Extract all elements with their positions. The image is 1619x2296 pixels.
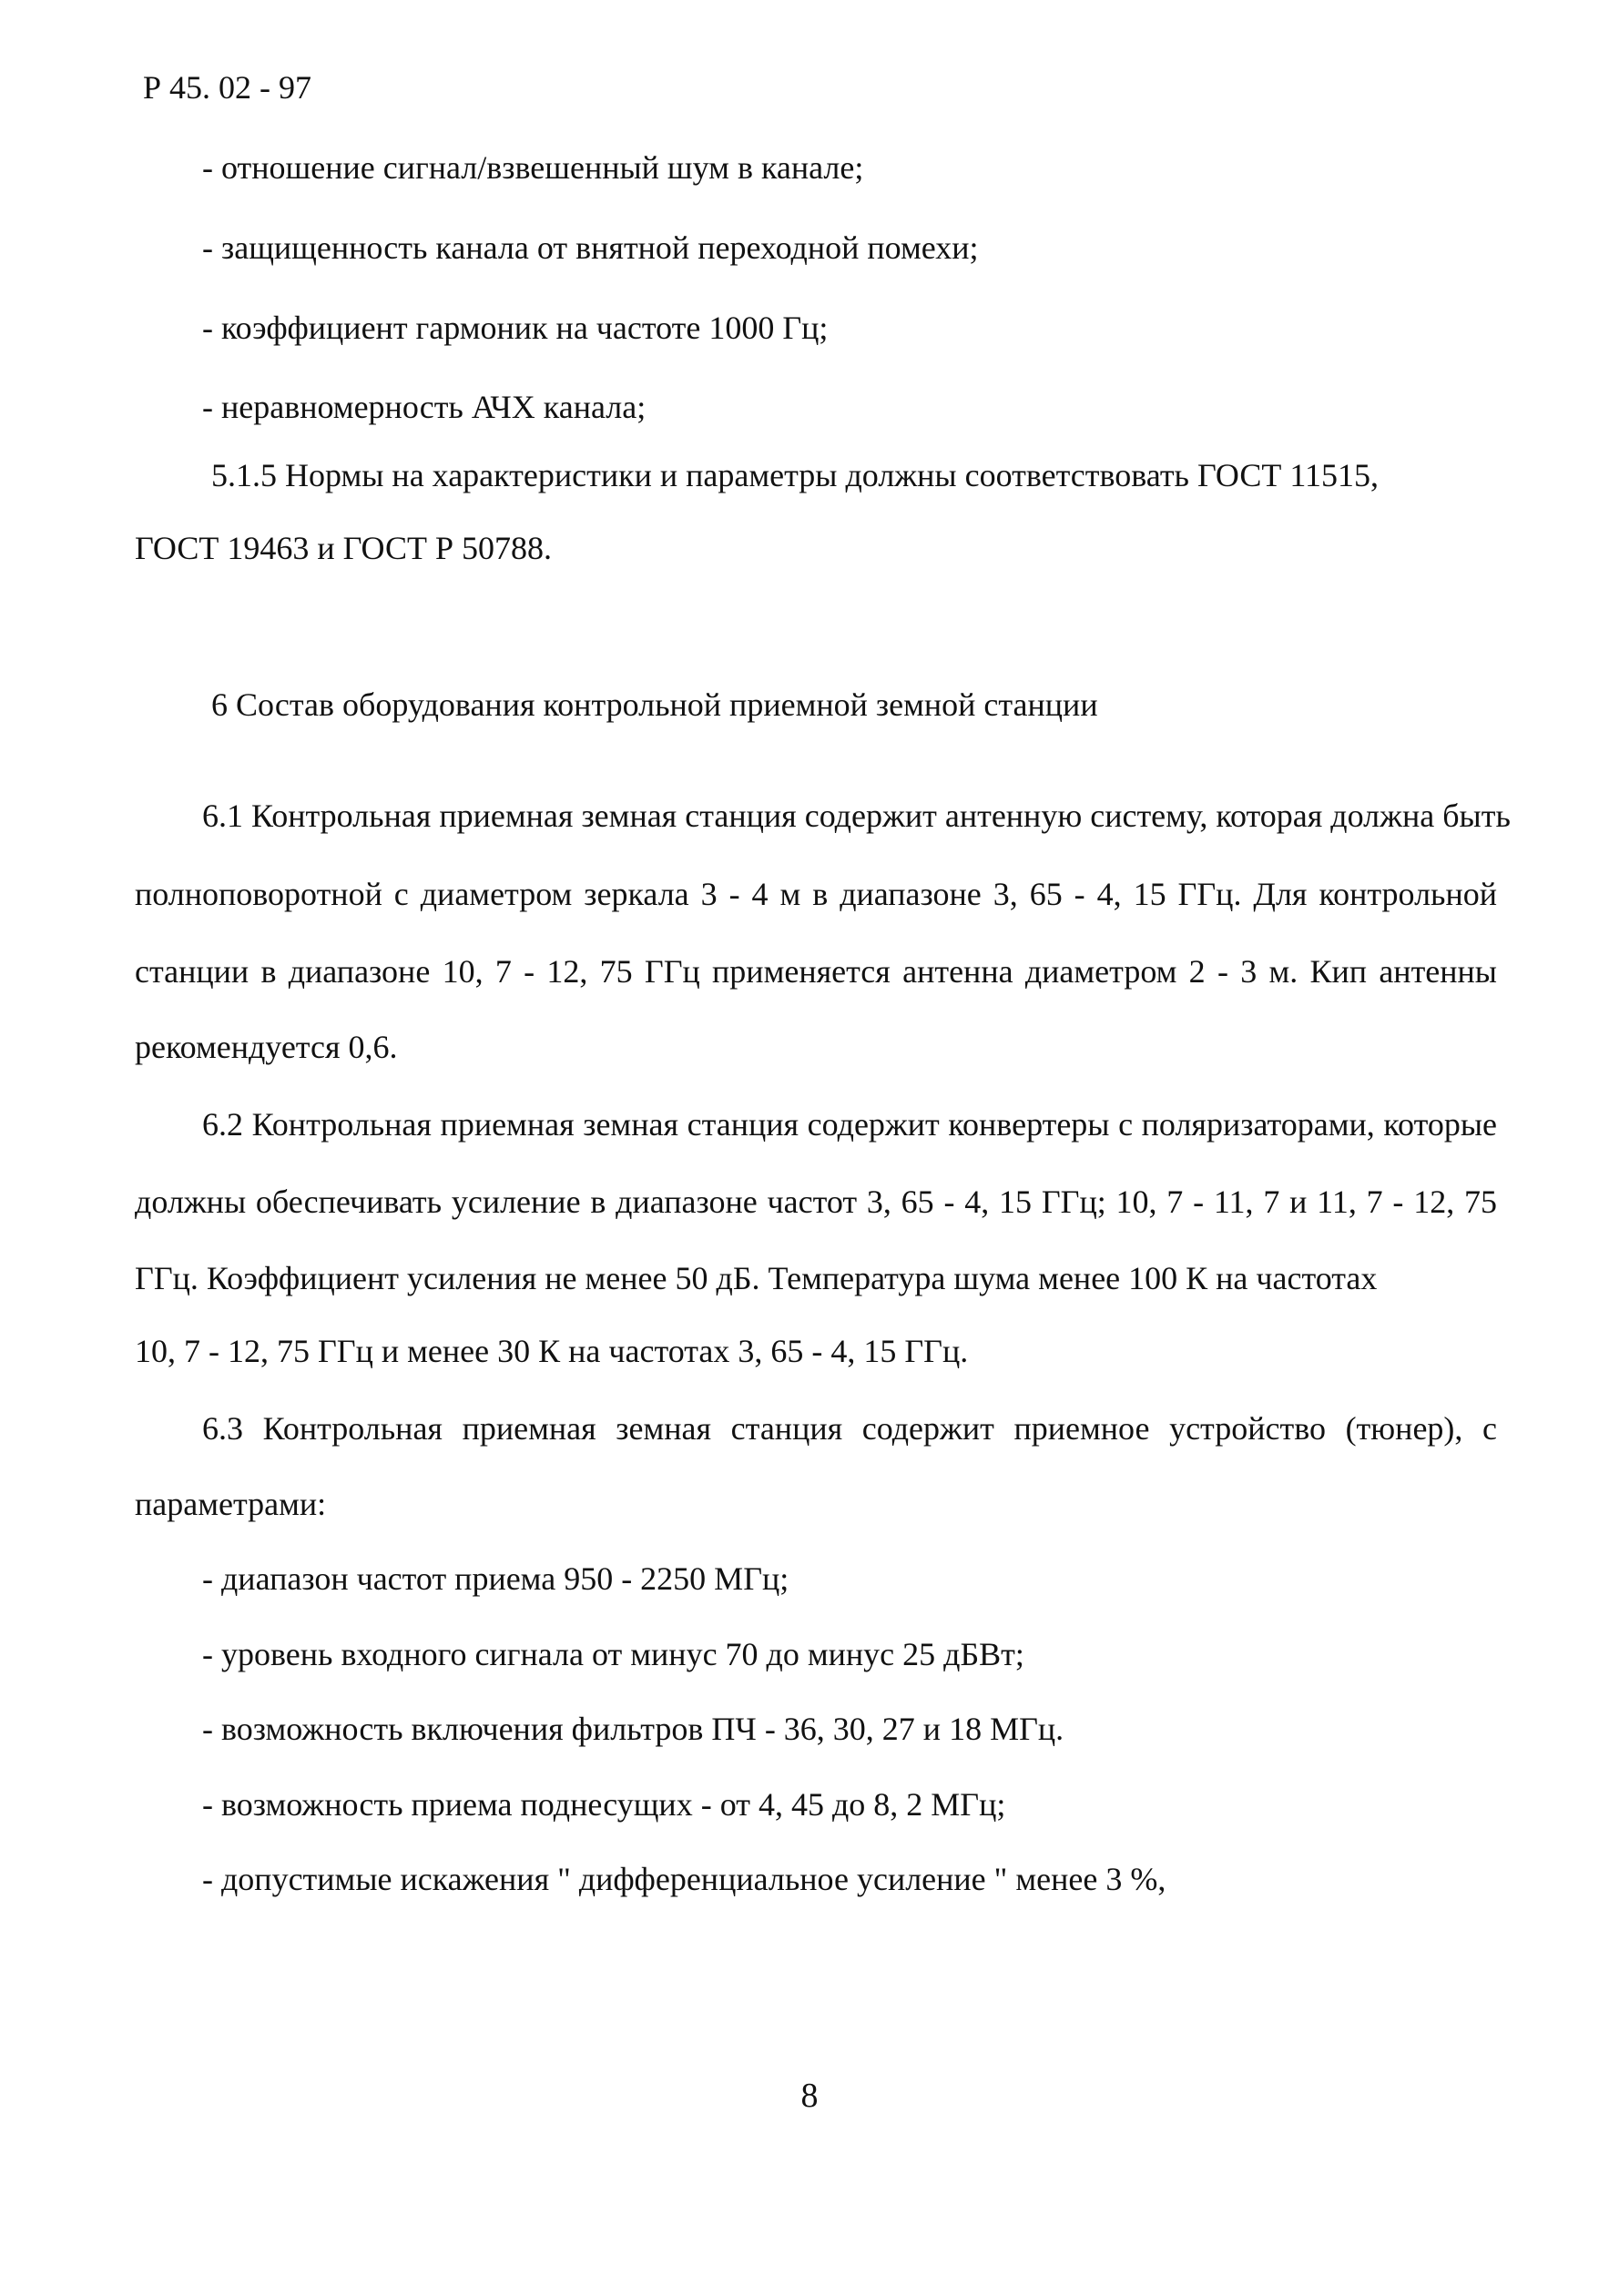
paragraph-6-3-line: параметрами: xyxy=(135,1486,327,1522)
page-number: 8 xyxy=(800,2077,819,2115)
list-item: - диапазон частот приема 950 - 2250 МГц; xyxy=(202,1560,789,1597)
list-item: - уровень входного сигнала от минус 70 до минус 25 дБВт; xyxy=(202,1636,1024,1672)
paragraph-5-1-5-line: ГОСТ 19463 и ГОСТ Р 50788. xyxy=(135,530,552,566)
paragraph-6-2-line: 10, 7 - 12, 75 ГГц и менее 30 К на частотах 3, 65 - 4, 15 ГГц. xyxy=(135,1333,969,1369)
document-code: Р 45. 02 - 97 xyxy=(143,69,312,106)
paragraph-5-1-5-line: 5.1.5 Нормы на характеристики и параметры должны соответствовать ГОСТ 11515, xyxy=(211,457,1379,493)
list-item: - отношение сигнал/взвешенный шум в канале; xyxy=(202,149,864,186)
paragraph-6-2-line: ГГц. Коэффициент усиления не менее 50 дБ. Температура шума менее 100 К на частотах xyxy=(135,1260,1378,1296)
list-item: - коэффициент гармоник на частоте 1000 Гц; xyxy=(202,310,829,346)
paragraph-6-1-line: 6.1 Контрольная приемная земная станция содержит антенную систему, которая должна быть xyxy=(202,798,1511,834)
paragraph-6-1-line: станции в диапазоне 10, 7 - 12, 75 ГГц применяется антенна диаметром 2 - 3 м. Кип антенны xyxy=(135,953,1497,990)
paragraph-6-2-line: 6.2 Контрольная приемная земная станция содержит конвертеры с поляризаторами, которые xyxy=(202,1106,1497,1143)
list-item: - возможность приема поднесущих - от 4, 45 до 8, 2 МГц; xyxy=(202,1786,1006,1823)
paragraph-6-3-line: 6.3 Контрольная приемная земная станция содержит приемное устройство (тюнер), с xyxy=(202,1410,1497,1447)
section-heading: 6 Состав оборудования контрольной приемной земной станции xyxy=(211,686,1098,723)
list-item: - защищенность канала от внятной переходной помехи; xyxy=(202,229,979,266)
paragraph-6-1-line: рекомендуется 0,6. xyxy=(135,1029,398,1065)
paragraph-6-2-line: должны обеспечивать усиление в диапазоне частот 3, 65 - 4, 15 ГГц; 10, 7 - 11, 7 и 11, 7 - 12, 75 xyxy=(135,1184,1497,1220)
list-item: - неравномерность АЧХ канала; xyxy=(202,389,647,425)
paragraph-6-1-line: полноповоротной с диаметром зеркала 3 - 4 м в диапазоне 3, 65 - 4, 15 ГГц. Для контрольной xyxy=(135,876,1497,912)
list-item: - возможность включения фильтров ПЧ - 36, 30, 27 и 18 МГц. xyxy=(202,1711,1064,1747)
list-item: - допустимые искажения " дифференциальное усиление " менее 3 %, xyxy=(202,1861,1166,1897)
